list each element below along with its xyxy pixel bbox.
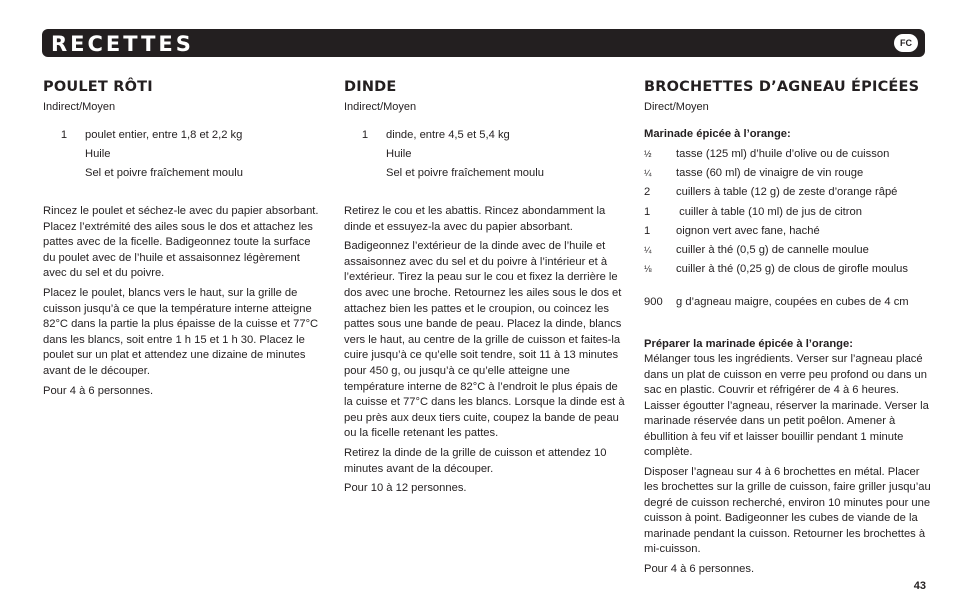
ingredient-list bbox=[344, 126, 629, 183]
ingredient-row bbox=[344, 164, 629, 183]
instruction-paragraph: Retirez la dinde de la grille de cuisson et attendez 10 minutes avant de la découper. bbox=[344, 446, 607, 475]
ingredient-text: Sel et poivre fraîchement moulu bbox=[386, 167, 544, 179]
ingredient-row bbox=[644, 145, 932, 164]
instruction-paragraph: Retirez le cou et les abattis. Rincez abondamment la dinde et essuyez-la avec du papier absorbant. bbox=[344, 205, 606, 233]
marinade-heading: Marinade épicée à l’orange: bbox=[644, 128, 791, 140]
ingredient-row bbox=[344, 145, 629, 164]
recipe-title: DINDE bbox=[344, 79, 397, 95]
ingredient-row bbox=[644, 241, 932, 260]
ingredient-qty bbox=[344, 145, 386, 164]
ingredient-qty: ¼ bbox=[644, 168, 652, 179]
ingredient-qty: 1 bbox=[644, 224, 651, 237]
ingredient-row bbox=[43, 145, 325, 164]
ingredient-row bbox=[43, 164, 325, 183]
instruction-paragraph: Disposer l’agneau sur 4 à 6 brochettes en métal. Placer les brochettes sur la grille de cuisson, faire griller jusqu’au degré de cuisson recherché, environ 10 minutes pour une cuisson à point. Badigeonner les cubes de viande de la marinade pendant la cuisson. Retourner les brochettes à mi-cuisson. bbox=[644, 465, 931, 556]
page-number: 43 bbox=[913, 580, 926, 592]
recipe-poulet-roti bbox=[43, 78, 325, 403]
ingredient-row bbox=[43, 126, 325, 145]
section-title: RECETTES bbox=[51, 32, 194, 56]
ingredient-qty bbox=[344, 164, 386, 183]
cooking-method: Direct/Moyen bbox=[644, 101, 709, 113]
instruction-paragraph: Mélanger tous les ingrédients. Verser sur l’agneau placé dans un plat de cuisson en verre peu profond ou dans un sac en plastic. Couvrir et réfrigérer de 4 à 6 heures. Laisser égoutter l’agneau, réserver la marinade. Verser la marinade réservée dans un petit poêlon. Amener à ébullition à feu vif et laisser bouillir pendant 1 minute complète. bbox=[644, 353, 929, 459]
servings: Pour 4 à 6 personnes. bbox=[43, 384, 154, 397]
ingredient-qty bbox=[43, 164, 85, 183]
ingredient-qty: 2 bbox=[644, 186, 651, 199]
ingredient-text: oignon vert avec fane, haché bbox=[676, 224, 820, 237]
ingredient-qty: ¼ bbox=[644, 245, 652, 256]
ingredient-qty: 1 bbox=[60, 129, 68, 141]
ingredient-qty: ½ bbox=[644, 149, 652, 159]
marinade-ingredient-list bbox=[644, 145, 932, 313]
ingredient-list bbox=[43, 126, 325, 183]
ingredient-text: Huile bbox=[85, 148, 111, 160]
ingredient-text: cuiller à table (10 ml) de jus de citron bbox=[676, 205, 862, 218]
section-header-bar bbox=[42, 29, 925, 57]
servings: Pour 4 à 6 personnes. bbox=[644, 562, 755, 575]
cooking-method: Indirect/Moyen bbox=[344, 101, 417, 113]
servings: Pour 10 à 12 personnes. bbox=[344, 482, 467, 495]
ingredient-row bbox=[644, 164, 932, 183]
ingredient-row bbox=[644, 203, 932, 222]
ingredient-row bbox=[344, 126, 629, 145]
ingredient-row bbox=[644, 222, 932, 241]
instruction-paragraph: Badigeonnez l’extérieur de la dinde avec de l’huile et assaisonnez avec du sel et du poivre à l’intérieur et à l’extérieur. Tirez la peau sur le cou et fixez la derrière le dos avec une broche. Retournez les ailes sous le dos et attachez bien les pattes et le croupion, ou coincez les pattes sous une bande de peau. Placez la dinde, blancs vers le haut, au centre de la grille de cuisson et faites-la cuire jusqu’à ce qu’elle soit tendre, soit 11 à 13 minutes pour 450 g, ou jusqu’à ce qu’elle atteigne une température interne de 82°C à l’endroit le plus épais de la cuisse et 77°C dans les blancs. Lorsque la dinde est à peu près aux deux tiers cuite, coupez la bande de peau ou la ficelle retenant les pattes. bbox=[344, 240, 625, 440]
ingredient-text: Huile bbox=[386, 148, 412, 160]
language-badge: FC bbox=[894, 34, 918, 52]
instruction-paragraph: Rincez le poulet et séchez-le avec du papier absorbant. Placez l’extrémité des ailes sous le dos et attachez les pattes avec de la ficelle. Badigeonnez toute la surface du poulet avec de l’huile et assaisonnez légèrement avec du sel et du poivre. bbox=[43, 205, 319, 280]
ingredient-text: g d’agneau maigre, coupées en cubes de 4 cm bbox=[676, 296, 909, 309]
ingredient-text: cuiller à thé (0,5 g) de cannelle moulue bbox=[676, 244, 869, 257]
instructions bbox=[644, 352, 932, 577]
ingredient-row bbox=[644, 183, 932, 202]
recipe-title: POULET RÔTI bbox=[43, 79, 153, 95]
ingredient-text: Sel et poivre fraîchement moulu bbox=[85, 167, 243, 179]
ingredient-text: tasse (125 ml) d’huile d’olive ou de cuisson bbox=[676, 148, 890, 160]
ingredient-qty: 900 bbox=[644, 296, 663, 309]
ingredient-qty: 1 bbox=[644, 205, 651, 218]
cooking-method: Indirect/Moyen bbox=[43, 101, 116, 113]
ingredient-text: poulet entier, entre 1,8 et 2,2 kg bbox=[85, 129, 243, 141]
recipe-title: BROCHETTES D’AGNEAU ÉPICÉES bbox=[644, 79, 920, 95]
ingredient-text: cuiller à thé (0,25 g) de clous de girofle moulus bbox=[676, 263, 908, 276]
ingredient-text: tasse (60 ml) de vinaigre de vin rouge bbox=[676, 167, 864, 180]
preparation-heading: Préparer la marinade épicée à l’orange: bbox=[644, 337, 853, 350]
recipe-dinde bbox=[344, 78, 629, 501]
recipe-brochettes-agneau bbox=[644, 78, 932, 581]
instruction-paragraph: Placez le poulet, blancs vers le haut, sur la grille de cuisson jusqu’à ce que la température interne atteigne 82°C dans la partie la plus épaisse de la cuisse et 77°C dans les blancs, soit entre 1 h 15 et 1 h 30. Placez le poulet sur un plat et attendez une dizaine de minutes avant de le découper. bbox=[43, 286, 319, 377]
instructions bbox=[344, 204, 629, 497]
ingredient-text: cuillers à table (12 g) de zeste d’orange râpé bbox=[676, 186, 898, 199]
ingredient-qty: 1 bbox=[361, 129, 369, 141]
ingredient-qty: ⅛ bbox=[644, 264, 652, 275]
instructions bbox=[43, 204, 325, 399]
ingredient-row bbox=[644, 293, 932, 312]
ingredient-row bbox=[644, 260, 932, 279]
ingredient-qty bbox=[43, 145, 85, 164]
ingredient-text: dinde, entre 4,5 et 5,4 kg bbox=[386, 129, 510, 141]
